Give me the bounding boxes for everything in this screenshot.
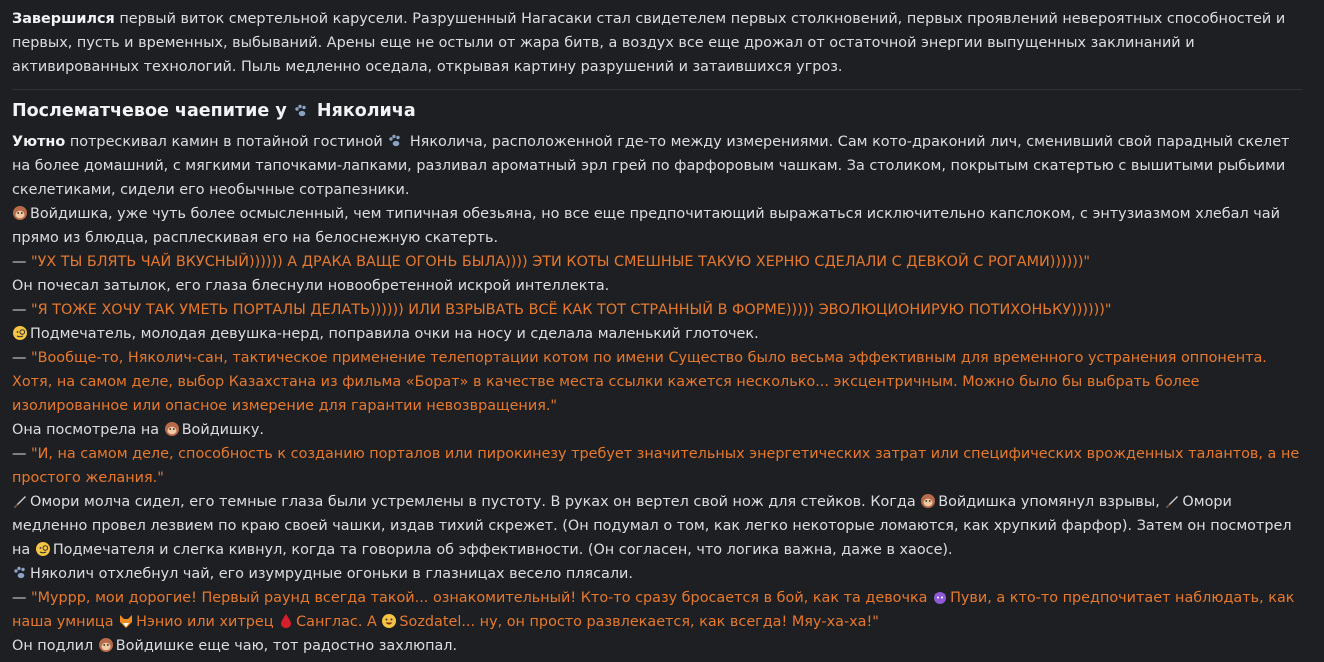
story-text: потрескивал камин в потайной гостиной xyxy=(65,134,388,150)
story-text: Подмечателя и слегка кивнул, когда та говорила об эффективности. (Он согласен, что логика важна, даже в хаосе). xyxy=(52,542,953,558)
quote-text: "И, на самом деле, способность к созданию порталов или пирокинезу требует значительных энергетических затрат или специфических врожденных талантов, а не простого желания." xyxy=(12,446,1300,486)
intro-paragraph xyxy=(12,7,1302,79)
story-text: Омори медленно провел лезвием по краю своей чашки, издав тихий скрежет. (Он подумал о том, как легко некоторые ломаются, как хрупкий фарфор). Затем он посмотрел на xyxy=(12,494,1292,558)
story-paragraph-6 xyxy=(12,490,1302,562)
grinning-face-icon xyxy=(381,613,397,629)
quote-text: "Я ТОЖЕ ХОЧУ ТАК УМЕТЬ ПОРТАЛЫ ДЕЛАТЬ)))))) ИЛИ ВЗРЫВАТЬ ВСЁ КАК ТОТ СТРАННЫЙ В ФОРМЕ))))) ЭВОЛЮЦИОНИРУЮ ПОТИХОНЬКУ))))))" xyxy=(30,302,1112,318)
quote-text: "УХ ТЫ БЛЯТЬ ЧАЙ ВКУСНЫЙ)))))) А ДРАКА ВАЩЕ ОГОНЬ БЫЛА)))) ЭТИ КОТЫ СМЕШНЫЕ ТАКУЮ ХЕРНЮ СДЕЛАЛИ С ДЕВКОЙ С РОГАМИ))))))" xyxy=(30,254,1091,270)
paw-icon xyxy=(293,103,309,119)
dash: — xyxy=(12,302,31,318)
intro-lead: Завершился xyxy=(12,11,115,27)
divider xyxy=(12,89,1302,90)
monkey-icon xyxy=(98,637,114,653)
quote-text: Sozdatel... ну, он просто развлекается, как всегда! Мяу-ха-ха!" xyxy=(399,614,879,630)
fox-icon xyxy=(118,613,134,629)
story-text: Подмечатель, молодая девушка-нерд, поправила очки на носу и сделала маленький глоточек. xyxy=(30,326,759,342)
story-paragraph-8 xyxy=(12,634,1302,658)
paw-icon xyxy=(12,565,28,581)
story-text: Войдишке еще чаю, тот радостно захлюпал. xyxy=(115,638,458,654)
quote-text: Санглас. А xyxy=(296,614,382,630)
story-text: Няколич отхлебнул чай, его изумрудные огоньки в глазницах весело плясали. xyxy=(30,566,633,582)
quote-line-2 xyxy=(12,298,1302,322)
story-paragraph-7 xyxy=(12,562,1302,586)
section-heading xyxy=(12,98,1302,124)
quote-text: Пуви, а кто-то предпочитает наблюдать, как наша умница xyxy=(12,590,1295,630)
devil-icon xyxy=(932,589,948,605)
paw-icon xyxy=(387,133,403,149)
blood-drop-icon xyxy=(278,613,294,629)
monkey-icon xyxy=(12,205,28,221)
quote-text: "Вообще-то, Няколич-сан, тактическое применение телепортации котом по имени Существо было весьма эффективным для временного устранения оппонента. Хотя, на самом деле, выбор Казахстана из фильма «Борат» в качестве места ссылки кажется несколько... эксцентричным. Можно было бы выбрать более изолированное или опасное измерение для гарантии невозвращения." xyxy=(12,350,1267,414)
story-text: Войдишка, уже чуть более осмысленный, чем типичная обезьяна, но все еще предпочитающий выражаться исключительно капслоком, с энтузиазмом хлебал чай прямо из блюдца, расплескивая его на белоснежную скатерть. xyxy=(12,206,1280,246)
story-text: Он почесал затылок, его глаза блеснули новообретенной искрой интеллекта. xyxy=(12,278,610,294)
heading-text-after: Няколича xyxy=(310,101,416,121)
monocle-face-icon xyxy=(35,541,51,557)
story-text: Няколича, расположенной где-то между измерениями. Сам кото-драконий лич, сменивший свой парадный скелет на более домашний, с мягкими тапочками-лапками, разливал ароматный эрл грей по фарфоровым чашкам. За столиком, покрытым скатертью с вышитыми рыбьими скелетиками, сидели его необычные сотрапезники. xyxy=(12,134,1290,198)
monkey-icon xyxy=(164,421,180,437)
quote-line-3 xyxy=(12,346,1302,418)
heading-text-before: Послематчевое чаепитие у xyxy=(12,101,293,121)
dash: — xyxy=(12,590,31,606)
monocle-face-icon xyxy=(12,325,28,341)
quote-line-1 xyxy=(12,250,1302,274)
quote-line-5 xyxy=(12,586,1302,634)
quote-text: Нэнио или хитрец xyxy=(136,614,279,630)
story-text: Войдишка упомянул взрывы, xyxy=(938,494,1165,510)
story-paragraph-1 xyxy=(12,130,1302,202)
dash: — xyxy=(12,350,31,366)
dash: — xyxy=(12,446,31,462)
story-text: Она посмотрела на xyxy=(12,422,164,438)
story-text: Он подлил xyxy=(12,638,98,654)
knife-icon xyxy=(12,493,28,509)
monkey-icon xyxy=(920,493,936,509)
story-lead: Уютно xyxy=(12,134,66,150)
quote-text: "Муррр, мои дорогие! Первый раунд всегда такой... ознакомительный! Кто-то сразу бросается в бой, как та девочка xyxy=(30,590,933,606)
story-paragraph-5 xyxy=(12,418,1302,442)
quote-line-4 xyxy=(12,442,1302,490)
story-text: Войдишку. xyxy=(181,422,264,438)
story-text: Омори молча сидел, его темные глаза были устремлены в пустоту. В руках он вертел свой нож для стейков. Когда xyxy=(30,494,921,510)
knife-icon xyxy=(1164,493,1180,509)
story-paragraph-3 xyxy=(12,274,1302,298)
dash: — xyxy=(12,254,31,270)
story-paragraph-2 xyxy=(12,202,1302,250)
intro-text: первый виток смертельной карусели. Разрушенный Нагасаки стал свидетелем первых столкновений, первых проявлений невероятных способностей и первых, пусть и временных, выбываний. Арены еще не остыли от жара битв, а воздух все еще дрожал от остаточной энергии выпущенных заклинаний и активированных технологий. Пыль медленно оседала, открывая картину разрушений и затаившихся угроз. xyxy=(12,11,1286,75)
story-paragraph-4 xyxy=(12,322,1302,346)
